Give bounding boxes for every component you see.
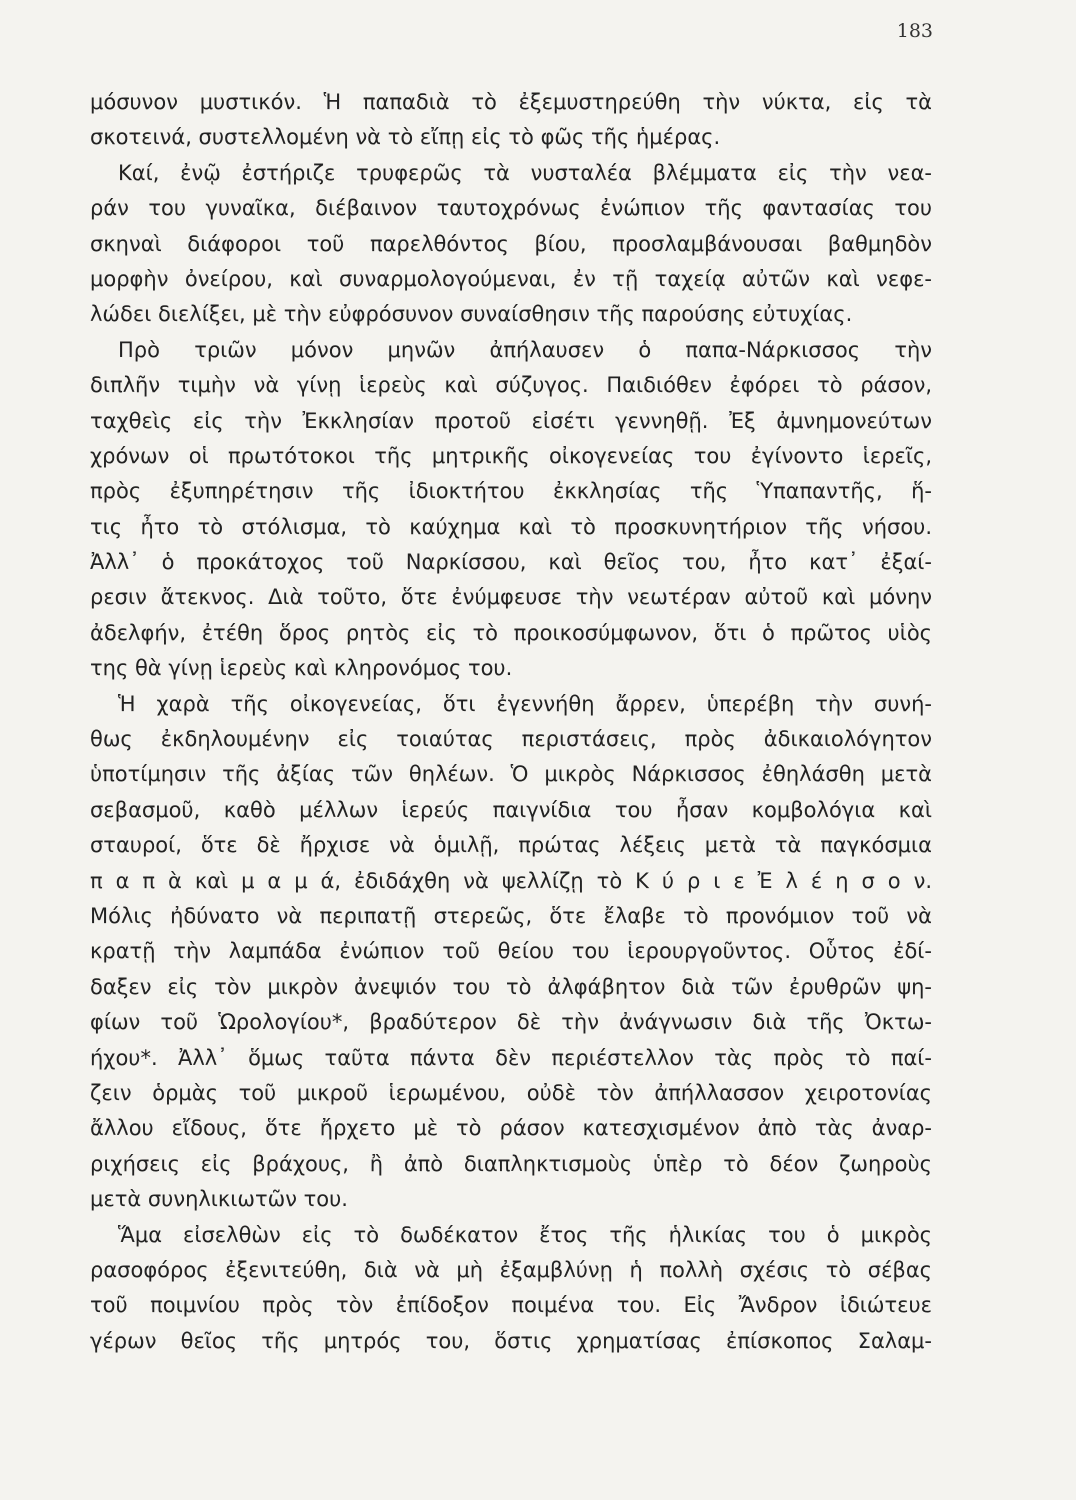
text-line: θως ἐκδηλουμένην εἰς τοιαύτας περιστάσεις, πρὸς ἀδικαιολόγητον bbox=[90, 727, 932, 752]
text-line: ριχήσεις εἰς βράχους, ἢ ἀπὸ διαπληκτισμοὺς ὑπὲρ τὸ δέον ζωηροὺς bbox=[90, 1151, 932, 1176]
text-line: ὑποτίμησιν τῆς ἀξίας τῶν θηλέων. Ὁ μικρὸς Νάρκισσος ἐθηλάσθη μετὰ bbox=[90, 762, 932, 787]
text-line: φίων τοῦ Ὡρολογίου*, βραδύτερον δὲ τὴν ἀνάγνωσιν διὰ τῆς Ὀκτω- bbox=[90, 1010, 932, 1035]
text-line: πρὸς ἐξυπηρέτησιν τῆς ἰδιοκτήτου ἐκκλησίας τῆς Ὑπαπαντῆς, ἥ- bbox=[90, 479, 932, 504]
text-line: ἄλλου εἴδους, ὅτε ἤρχετο μὲ τὸ ράσον κατεσχισμένον ἀπὸ τὰς ἀναρ- bbox=[90, 1116, 932, 1141]
text-line: Μόλις ἠδύνατο νὰ περιπατῇ στερεῶς, ὅτε ἔλαβε τὸ προνόμιον τοῦ νὰ bbox=[90, 903, 932, 928]
text-line: ράν του γυναῖκα, διέβαινον ταυτοχρόνως ἐνώπιον τῆς φαντασίας του bbox=[90, 196, 932, 221]
text-line: ρεσιν ἄτεκνος. Διὰ τοῦτο, ὅτε ἐνύμφευσε τὴν νεωτέραν αὐτοῦ καὶ μόνην bbox=[90, 585, 932, 610]
text-line: γέρων θεῖος τῆς μητρός του, ὅστις χρηματίσας ἐπίσκοπος Σαλαμ- bbox=[90, 1328, 932, 1353]
text-line: ζειν ὁρμὰς τοῦ μικροῦ ἱερωμένου, οὐδὲ τὸν ἀπήλλασσον χειροτονίας bbox=[90, 1080, 932, 1105]
text-line: σταυροί, ὅτε δὲ ἤρχισε νὰ ὁμιλῇ, πρώτας λέξεις μετὰ τὰ παγκόσμια bbox=[90, 833, 932, 858]
text-line: π α π ὰ καὶ μ α μ ά, ἐδιδάχθη νὰ ψελλίζῃ τὸ Κ ύ ρ ι ε Ἐ λ έ η σ ο ν. bbox=[90, 868, 932, 893]
text-line: μορφὴν ὀνείρου, καὶ συναρμολογούμεναι, ἐν τῇ ταχείᾳ αὐτῶν καὶ νεφε- bbox=[90, 266, 932, 291]
text-line: διπλῆν τιμὴν νὰ γίνῃ ἱερεὺς καὶ σύζυγος. Παιδιόθεν ἐφόρει τὸ ράσον, bbox=[90, 373, 932, 398]
text-line: κρατῇ τὴν λαμπάδα ἐνώπιον τοῦ θείου του ἱερουργοῦντος. Οὗτος ἐδί- bbox=[90, 939, 932, 964]
text-line: Ἡ χαρὰ τῆς οἰκογενείας, ὅτι ἐγεννήθη ἄρρεν, ὑπερέβη τὴν συνή- bbox=[118, 691, 932, 716]
text-line: ήχου*. Ἀλλ᾽ ὅμως ταῦτα πάντα δὲν περιέστελλον τὰς πρὸς τὸ παί- bbox=[90, 1045, 932, 1070]
text-line: Ἅμα εἰσελθὼν εἰς τὸ δωδέκατον ἔτος τῆς ἡλικίας του ὁ μικρὸς bbox=[118, 1222, 932, 1247]
text-line: μετὰ συνηλικιωτῶν του. bbox=[90, 1187, 348, 1212]
text-line: της θὰ γίνῃ ἱερεὺς καὶ κληρονόμος του. bbox=[90, 656, 513, 681]
page-number: 183 bbox=[896, 20, 933, 42]
text-line: χρόνων οἱ πρωτότοκοι τῆς μητρικῆς οἰκογενείας του ἐγίνοντο ἱερεῖς, bbox=[90, 443, 932, 468]
text-line: σκοτεινά, συστελλομένη νὰ τὸ εἴπῃ εἰς τὸ φῶς τῆς ἡμέρας. bbox=[90, 125, 721, 150]
text-line: λώδει διελίξει, μὲ τὴν εὐφρόσυνον συναίσθησιν τῆς παρούσης εὐτυχίας. bbox=[90, 302, 853, 327]
text-line: ταχθεὶς εἰς τὴν Ἐκκλησίαν προτοῦ εἰσέτι γεννηθῇ. Ἐξ ἀμνημονεύτων bbox=[90, 408, 932, 433]
text-line: μόσυνον μυστικόν. Ἡ παπαδιὰ τὸ ἐξεμυστηρεύθη τὴν νύκτα, εἰς τὰ bbox=[90, 90, 932, 114]
text-body bbox=[90, 85, 932, 1359]
text-line: ρασοφόρος ἐξενιτεύθη, διὰ νὰ μὴ ἐξαμβλύνῃ ἡ πολλὴ σχέσις τὸ σέβας bbox=[90, 1257, 932, 1282]
text-line: Καί, ἐνῷ ἐστήριζε τρυφερῶς τὰ νυσταλέα βλέμματα εἰς τὴν νεα- bbox=[118, 160, 932, 185]
text-line: Ἀλλ᾽ ὁ προκάτοχος τοῦ Ναρκίσσου, καὶ θεῖος του, ἦτο κατ᾽ ἐξαί- bbox=[90, 550, 932, 575]
text-line: τις ἦτο τὸ στόλισμα, τὸ καύχημα καὶ τὸ προσκυνητήριον τῆς νήσου. bbox=[90, 514, 932, 539]
text-line: Πρὸ τριῶν μόνον μηνῶν ἀπήλαυσεν ὁ παπα-Νάρκισσος τὴν bbox=[118, 337, 932, 362]
text-line: τοῦ ποιμνίου πρὸς τὸν ἐπίδοξον ποιμένα του. Εἰς Ἄνδρον ἰδιώτευε bbox=[90, 1293, 932, 1318]
text-line: σκηναὶ διάφοροι τοῦ παρελθόντος βίου, προσλαμβάνουσαι βαθμηδὸν bbox=[90, 231, 932, 256]
text-line: σεβασμοῦ, καθὸ μέλλων ἱερεύς παιγνίδια του ἦσαν κομβολόγια καὶ bbox=[90, 797, 932, 822]
text-line: δαξεν εἰς τὸν μικρὸν ἀνεψιόν του τὸ ἀλφάβητον διὰ τῶν ἐρυθρῶν ψη- bbox=[90, 974, 932, 999]
text-line: ἀδελφήν, ἐτέθη ὅρος ρητὸς εἰς τὸ προικοσύμφωνον, ὅτι ὁ πρῶτος υἱὸς bbox=[90, 620, 932, 645]
